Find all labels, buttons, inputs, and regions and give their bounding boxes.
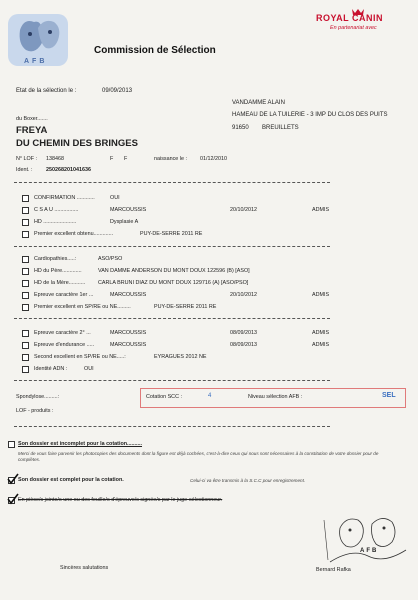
cotation-value: 4: [208, 393, 212, 399]
checkbox-epreuve-caractere-2[interactable]: [22, 330, 29, 337]
birth-value: 01/12/2010: [200, 156, 227, 162]
dossier-complet-note: Celui-ci va être transmis à la S.C.C pour enregistrement.: [190, 478, 306, 483]
epreuve-caractere-2-label: Epreuve caractère 2° ...: [34, 330, 91, 336]
brand-name: ROYAL CANIN: [316, 13, 384, 23]
sex-code: F: [110, 156, 114, 162]
checkbox-hd[interactable]: [22, 219, 29, 226]
cotation-label: Cotation SCC :: [146, 394, 182, 400]
identite-adn-label: Identité ADN :: [34, 366, 68, 372]
checkbox-cardiopathies[interactable]: [22, 256, 29, 263]
epreuve-caractere-2-result: ADMIS: [312, 330, 330, 336]
ident-value: 250268201041636: [46, 167, 91, 173]
date-label: Etat de la sélection le :: [16, 88, 77, 94]
epreuve-caractere-1-date: 20/10/2012: [230, 292, 257, 298]
hd-label: HD ......................: [34, 219, 77, 225]
checkbox-csau[interactable]: [22, 207, 29, 214]
csau-result: ADMIS: [312, 207, 330, 213]
epreuve-caractere-1-label: Epreuve caractère 1er ...: [34, 292, 94, 298]
epreuve-caractere-2-date: 08/09/2013: [230, 330, 257, 336]
divider: [14, 182, 330, 183]
epreuve-caractere-1-result: ADMIS: [312, 292, 330, 298]
checkbox-second-excellent[interactable]: [22, 354, 29, 361]
divider: [14, 246, 330, 247]
pieces-jointes-label: En pièce/s jointe/s une ou des feuille/s d'épreuve/s signée/s par le juge-sélectionneur.: [18, 497, 223, 503]
identite-adn-value: OUI: [84, 366, 94, 372]
signatory: Bernard Rafka: [316, 567, 351, 573]
hd-pere-label: HD du Père.............: [34, 268, 82, 274]
hd-value: Dysplasie A: [110, 219, 139, 225]
confirmation-label: CONFIRMATION ............: [34, 195, 95, 201]
owner-postcode: 91650: [232, 125, 249, 131]
divider: [14, 318, 330, 319]
second-excellent-label: Second excellent en SP/RE ou NE.....:: [34, 354, 126, 360]
lof-produits-label: LOF - produits :: [16, 408, 54, 414]
checkbox-confirmation[interactable]: [22, 195, 29, 202]
dossier-complet-label: Son dossier est complet pour la cotation.: [18, 477, 124, 483]
date-value: 09/09/2013: [102, 88, 133, 94]
du-boxer-label: du Boxer.......: [16, 116, 48, 122]
signature-image: [322, 510, 412, 570]
hd-pere-value: VAN DAMME ANDERSON DU MONT DOUX 122596 (B) [ASO]: [98, 268, 250, 274]
footer-afb-text: AFB: [360, 548, 379, 554]
cardiopathies-value: ASO/PSO: [98, 256, 123, 262]
divider: [14, 380, 330, 381]
brand-tagline: En partenariat avec: [330, 25, 377, 31]
checkbox-epreuve-caractere-1[interactable]: [22, 292, 29, 299]
owner-name: VANDAMME ALAIN: [232, 100, 285, 106]
owner-city: BREUILLETS: [262, 125, 299, 131]
premier-excellent-sp-value: PUY-DE-SERRE 2011 RE: [154, 304, 217, 310]
afb-logo-text: AFB: [24, 58, 48, 65]
lof-label: N° LOF :: [16, 156, 38, 162]
niveau-label: Niveau sélection AFB :: [248, 394, 303, 400]
premier-excellent-sp-label: Premier excellent en SP/RE ou NE.........: [34, 304, 131, 310]
niveau-value: SEL: [382, 392, 396, 399]
dossier-incomplet-note: Merci de vous faire parvenir les photocopies des documents dont la figure est déjà cochées, c'est-à-dire ceux qui nous sont nécessaires à la constitution de votre dossier pour de complètes.: [18, 451, 379, 462]
checkbox-hd-mere[interactable]: [22, 280, 29, 287]
csau-value: MARCOUSSIS: [110, 207, 147, 213]
csau-label: C S A U ................: [34, 207, 79, 213]
salutation: Sincères salutations: [60, 565, 109, 571]
checkbox-epreuve-endurance[interactable]: [22, 342, 29, 349]
checkbox-premier-excellent[interactable]: [22, 231, 29, 238]
birth-label: naissance le :: [154, 156, 187, 162]
ident-label: Ident. :: [16, 167, 33, 173]
premier-excellent-label: Premier excellent obtenu.............: [34, 231, 114, 237]
epreuve-endurance-result: ADMIS: [312, 342, 330, 348]
sex-value: F: [124, 156, 128, 162]
epreuve-caractere-2-value: MARCOUSSIS: [110, 330, 147, 336]
checkbox-premier-excellent-sp[interactable]: [22, 304, 29, 311]
dossier-incomplet-label: Son dossier est incomplet pour la cotation..........: [18, 441, 143, 447]
epreuve-endurance-label: Epreuve d'endurance .....: [34, 342, 95, 348]
checkbox-dossier-incomplet[interactable]: [8, 441, 15, 448]
spondylose-label: Spondylose.........:: [16, 394, 60, 400]
csau-date: 20/10/2012: [230, 207, 257, 213]
hd-mere-value: CARLA BRUNI DIAZ DU MONT DOUX 129716 (A) [ASO/PSO]: [98, 280, 249, 286]
dog-kennel: DU CHEMIN DES BRINGES: [16, 138, 138, 149]
owner-address: HAMEAU DE LA TUILERIE - 3 IMP DU CLOS DES PUITS: [232, 112, 388, 118]
epreuve-endurance-value: MARCOUSSIS: [110, 342, 147, 348]
premier-excellent-value: PUY-DE-SERRE 2011 RE: [140, 231, 203, 237]
checkbox-hd-pere[interactable]: [22, 268, 29, 275]
epreuve-caractere-1-value: MARCOUSSIS: [110, 292, 147, 298]
second-excellent-value: EYRAGUES 2012 NE: [154, 354, 207, 360]
page-title: Commission de Sélection: [94, 45, 216, 56]
dog-name: FREYA: [16, 125, 48, 136]
lof-value: 138468: [46, 156, 64, 162]
divider: [14, 426, 330, 427]
confirmation-value: OUI: [110, 195, 120, 201]
cardiopathies-label: Cardiopathies.....:: [34, 256, 77, 262]
hd-mere-label: HD de la Mère...........: [34, 280, 86, 286]
checkbox-identite-adn[interactable]: [22, 366, 29, 373]
epreuve-endurance-date: 08/09/2013: [230, 342, 257, 348]
